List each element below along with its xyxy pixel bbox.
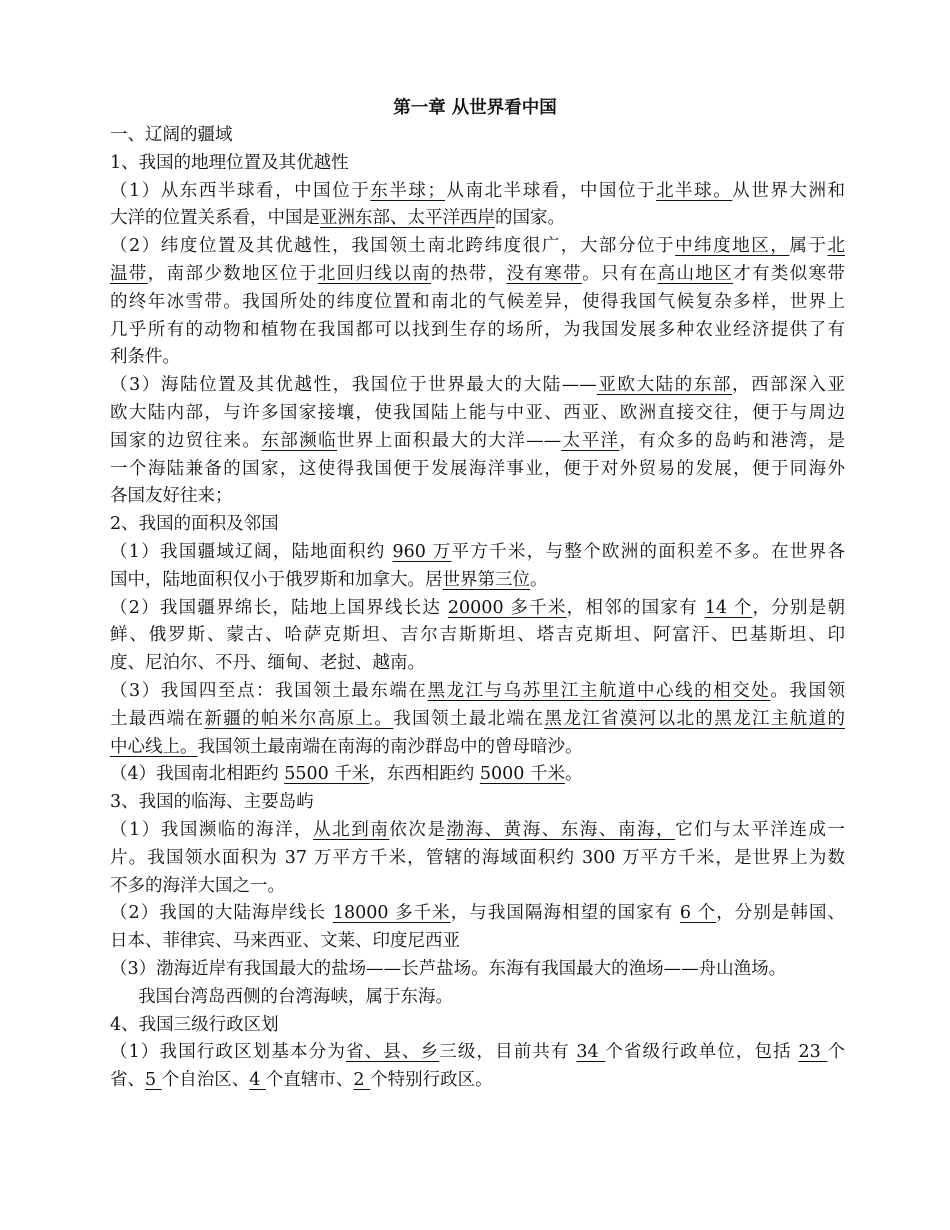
text-line — [110, 567, 845, 595]
text-segment: 我国台湾岛西侧的台湾海峡，属于东海。 — [138, 986, 453, 1007]
text-line — [110, 1039, 845, 1067]
text-line — [110, 928, 845, 956]
text-segment: 从南北半球看，中国位于 — [444, 180, 657, 201]
text-segment: （1）我国濒临的海洋， — [110, 819, 314, 840]
text-segment: 的终年冰雪带。我国所处的纬度位置和南北的气候差异，使得我国气候复杂多样，世界上 — [110, 291, 845, 312]
underlined-answer: 从北到南 — [313, 819, 390, 840]
text-line — [110, 456, 845, 484]
text-line — [110, 956, 845, 984]
underlined-answer: 960 万 — [392, 541, 452, 562]
text-segment: 个 — [827, 1042, 846, 1063]
text-segment: ，与我国隔海相望的国家有 — [450, 903, 680, 924]
underlined-answer: 世界第三位 — [442, 569, 530, 590]
text-segment: 。 — [564, 764, 583, 785]
text-segment: 个省级行政单位，包括 — [605, 1042, 799, 1063]
text-line — [110, 761, 845, 789]
text-segment: 片。我国领水面积为 37 万平方千米，管辖的海域面积约 300 万平方千米，是世界上为数 — [110, 847, 845, 868]
text-segment: （1）我国行政区划基本分为 — [110, 1042, 346, 1063]
text-segment: 不多的海洋大国之一。 — [110, 875, 285, 896]
text-segment: 度、尼泊尔、不丹、缅甸、老挝、越南。 — [110, 653, 425, 674]
document-body — [110, 122, 845, 1095]
underlined-answer: 省、县、乡 — [345, 1042, 440, 1063]
text-line — [110, 317, 845, 345]
underlined-answer: 北 — [827, 236, 846, 257]
text-segment: ，有众多的岛屿和港湾，是 — [619, 430, 846, 451]
underlined-answer: 20000 多千米 — [447, 597, 567, 618]
text-segment: 世界上面积最大的大洋—— — [337, 430, 562, 451]
text-line — [110, 428, 845, 456]
text-segment: 利条件。 — [110, 347, 180, 368]
underlined-answer: 东半球； — [370, 180, 445, 201]
text-line — [110, 1067, 845, 1095]
text-segment: 省、 — [110, 1070, 145, 1091]
text-line — [110, 400, 845, 428]
text-segment: 的热带， — [431, 263, 507, 284]
text-segment: （1）我国疆域辽阔，陆地面积约 — [110, 541, 393, 562]
text-segment: 从世界大洲和 — [732, 180, 846, 201]
text-segment: ，分别是韩国、 — [716, 903, 846, 924]
text-segment: ，南部少数地区位于 — [147, 263, 318, 284]
text-line — [110, 205, 845, 233]
text-segment: ，相邻的国家有 — [566, 597, 705, 618]
text-line — [110, 845, 845, 873]
underlined-answer: 温带 — [110, 263, 148, 284]
text-line — [110, 372, 845, 400]
text-line — [110, 984, 845, 1012]
underlined-answer: 23 — [798, 1042, 828, 1063]
underlined-answer: 黑龙江省漠河以北的黑龙江主航道的 — [544, 708, 846, 729]
underlined-answer: 6 个 — [679, 903, 717, 924]
underlined-answer: 34 — [576, 1042, 606, 1063]
underlined-answer: 18000 多千米 — [332, 903, 451, 924]
text-line — [110, 511, 845, 539]
underlined-answer: 东部濒临 — [261, 430, 338, 451]
text-line — [110, 289, 845, 317]
text-segment: 一个海陆兼备的国家，这使得我国便于发展海洋事业，便于对外贸易的发展，便于同海外 — [110, 458, 845, 479]
underlined-answer: 渤海、黄海、东海、南海， — [446, 819, 676, 840]
text-line — [110, 900, 845, 928]
underlined-answer: 亚洲东部、太平洋西岸 — [320, 208, 495, 229]
text-segment: 国中，陆地面积仅小于俄罗斯和加拿大。居 — [110, 569, 443, 590]
text-segment: 欧大陆内部，与许多国家接壤，使我国陆上能与中亚、西亚、欧洲直接交往，便于与周边 — [110, 402, 845, 423]
text-line — [110, 1012, 845, 1040]
text-line — [110, 233, 845, 261]
text-segment: （2）我国疆界绵长，陆地上国界线长达 — [110, 597, 448, 618]
underlined-answer: 5 — [145, 1070, 162, 1091]
text-segment: 个特别行政区。 — [370, 1070, 493, 1091]
underlined-answer: 太平洋 — [561, 430, 620, 451]
text-line — [110, 483, 845, 511]
text-segment: 几乎所有的动物和植物在我国都可以找到生存的场所，为我国发展多种农业经济提供了有 — [110, 319, 845, 340]
underlined-answer: 亚欧大陆的东部 — [596, 375, 733, 396]
underlined-answer: 14 个 — [704, 597, 753, 618]
text-segment: ，分别是朝 — [752, 597, 846, 618]
text-segment: 的国家。 — [495, 208, 565, 229]
underlined-answer: 5500 千米 — [284, 764, 370, 785]
text-line — [110, 789, 845, 817]
text-line — [110, 178, 845, 206]
underlined-answer: 没有寒带 — [506, 263, 583, 284]
text-line — [110, 622, 845, 650]
text-line — [110, 650, 845, 678]
text-segment: 我国领土最南端在南海的南沙群岛中的曾母暗沙。 — [197, 736, 583, 757]
underlined-answer: 北回归线以南 — [317, 263, 431, 284]
text-segment: 才有类似寒带 — [733, 263, 846, 284]
text-line — [110, 734, 845, 762]
text-segment: 各国友好往来； — [110, 486, 233, 507]
text-line — [110, 261, 845, 289]
text-segment: ，东西相距约 — [369, 764, 480, 785]
text-line — [110, 539, 845, 567]
underlined-answer: 5000 千米 — [479, 764, 565, 785]
text-segment: 4、我国三级行政区划 — [110, 1014, 279, 1035]
text-segment: 它们与太平洋连成一 — [675, 819, 846, 840]
underlined-answer: 4 — [249, 1070, 266, 1091]
chapter-title: 第一章 从世界看中国 — [393, 98, 557, 118]
text-segment: 个自治区、 — [161, 1070, 250, 1091]
text-segment: 三级，目前共有 — [439, 1042, 577, 1063]
text-line — [110, 344, 845, 372]
text-segment: 一、辽阔的疆域 — [110, 125, 233, 145]
text-segment: （4）我国南北相距约 — [110, 764, 285, 785]
text-line — [110, 122, 845, 150]
underlined-answer: 2 — [353, 1070, 371, 1091]
text-line — [110, 150, 845, 178]
underlined-answer: 中心线上。 — [110, 736, 198, 757]
text-segment: 3、我国的临海、主要岛屿 — [110, 792, 314, 813]
text-segment: ，西部深入亚 — [732, 375, 846, 396]
text-line — [110, 678, 845, 706]
text-segment: 2、我国的面积及邻国 — [110, 514, 279, 535]
text-segment: 我国领土最北端在 — [393, 708, 545, 729]
text-line — [110, 706, 845, 734]
underlined-answer: 高山地区 — [657, 263, 734, 284]
text-segment: 属于 — [789, 236, 828, 257]
text-segment: 大洋的位置关系看，中国是 — [110, 208, 320, 229]
text-segment: 土最西端在 — [110, 708, 205, 729]
text-segment: 国家的边贸往来。 — [110, 430, 262, 451]
text-segment: （3）海陆位置及其优越性，我国位于世界最大的大陆—— — [110, 375, 597, 396]
text-segment: 日本、菲律宾、马来西亚、文莱、印度尼西亚 — [110, 931, 460, 952]
text-segment: 个直辖市、 — [265, 1070, 354, 1091]
text-segment: 1、我国的地理位置及其优越性 — [110, 152, 349, 173]
text-segment: （2）纬度位置及其优越性，我国领土南北跨纬度很广，大部分位于 — [110, 236, 676, 257]
text-line — [110, 873, 845, 901]
text-segment: 。 — [530, 569, 548, 590]
text-line — [110, 817, 845, 845]
text-segment: 平方千米，与整个欧洲的面积差不多。在世界各 — [451, 541, 845, 562]
text-segment: （3）渤海近岸有我国最大的盐场——长芦盐场。东海有我国最大的渔场——舟山渔场。 — [110, 958, 787, 979]
underlined-answer: 中纬度地区， — [675, 236, 790, 257]
text-segment: （2）我国的大陆海岸线长 — [110, 903, 333, 924]
text-segment: （1）从东西半球看，中国位于 — [110, 180, 371, 201]
text-segment: 鲜、俄罗斯、蒙古、哈萨克斯坦、吉尔吉斯斯坦、塔吉克斯坦、阿富汗、巴基斯坦、印 — [110, 625, 845, 646]
text-segment: （3）我国四至点：我国领土最东端在 — [110, 680, 428, 701]
underlined-answer: 新疆的帕米尔高原上。 — [204, 708, 394, 729]
underlined-answer: 黑龙江与乌苏里江主航道中心线的相交处 — [427, 680, 771, 701]
text-segment: 。我国领 — [770, 680, 846, 701]
text-line — [110, 595, 845, 623]
text-segment: 依次是 — [389, 819, 447, 840]
underlined-answer: 北半球。 — [656, 180, 733, 201]
text-segment: 。只有在 — [582, 263, 658, 284]
